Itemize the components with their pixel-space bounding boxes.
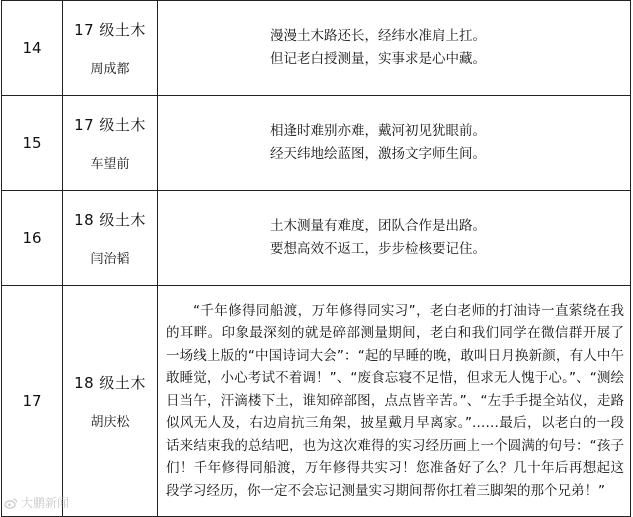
row-number: 17	[2, 286, 63, 517]
author-name: 闫治韬	[90, 252, 130, 267]
poem-line: 但记老白授测量，实事求是心中藏。	[270, 51, 486, 67]
author-class: 17 级土木	[74, 116, 146, 134]
poem-line: 相逢时难别亦难，戴河初见犹眼前。	[270, 123, 486, 139]
poem-cell	[158, 191, 631, 286]
author-cell	[63, 191, 158, 286]
poem-line: 经天纬地绘蓝图，激扬文字师生间。	[270, 146, 486, 162]
author-cell	[63, 96, 158, 191]
poem-line: 漫漫土木路还长，经纬水准肩上扛。	[270, 28, 486, 44]
row-number: 16	[2, 191, 63, 286]
watermark	[4, 494, 69, 511]
table-row	[2, 1, 631, 96]
table-row	[2, 286, 631, 517]
essay-text: “千年修得同船渡，万年修得同实习”，老白老师的打油诗一直萦绕在我的耳畔。印象最深刻的就是碎部测量期间，老白和我们同学在微信群开展了一场线上版的“中国诗词大会”：“起的早睡的晚，敢叫日月换新颜，有人中午敢睡觉，小心考试不着调！”、“废食忘寝不足惜，但求无人愧于心。”、“测绘日当午，汗滴楼下土，谁知碎部图，点点皆辛苦。”、“左手手提全站仪，走路似风无人及，右边肩抗三角架，披星戴月早离家。”……最后，以老白的一段话来结束我的总结吧，也为这次难得的实习经历画上一个圆满的句号：“孩子们！千年修得同船渡，万年修得共实习！您准备好了么？几十年后再想起这段学习经历，你一定不会忘记测量实习期间帮你扛着三脚架的那个兄弟！”	[166, 302, 624, 499]
row-number: 14	[2, 1, 63, 96]
poem-table	[1, 0, 631, 517]
table-row	[2, 96, 631, 191]
watermark-text: 大鹏新闻	[21, 496, 70, 510]
author-class: 18 级土木	[74, 211, 146, 229]
poem-line: 要想高效不返工，步步检核要记住。	[270, 241, 486, 257]
weibo-logo-icon	[4, 497, 18, 509]
poem-line: 土木测量有难度，团队合作是出路。	[270, 218, 486, 234]
poem-cell	[158, 1, 631, 96]
author-name: 周成都	[90, 62, 130, 77]
table-row	[2, 191, 631, 286]
author-name: 胡庆松	[90, 415, 130, 430]
author-cell	[63, 1, 158, 96]
essay-cell	[158, 286, 631, 517]
author-class: 17 级土木	[74, 21, 146, 39]
row-number: 15	[2, 96, 63, 191]
poem-cell	[158, 96, 631, 191]
author-cell	[63, 286, 158, 517]
author-class: 18 级土木	[74, 374, 146, 392]
author-name: 车望前	[90, 157, 130, 172]
